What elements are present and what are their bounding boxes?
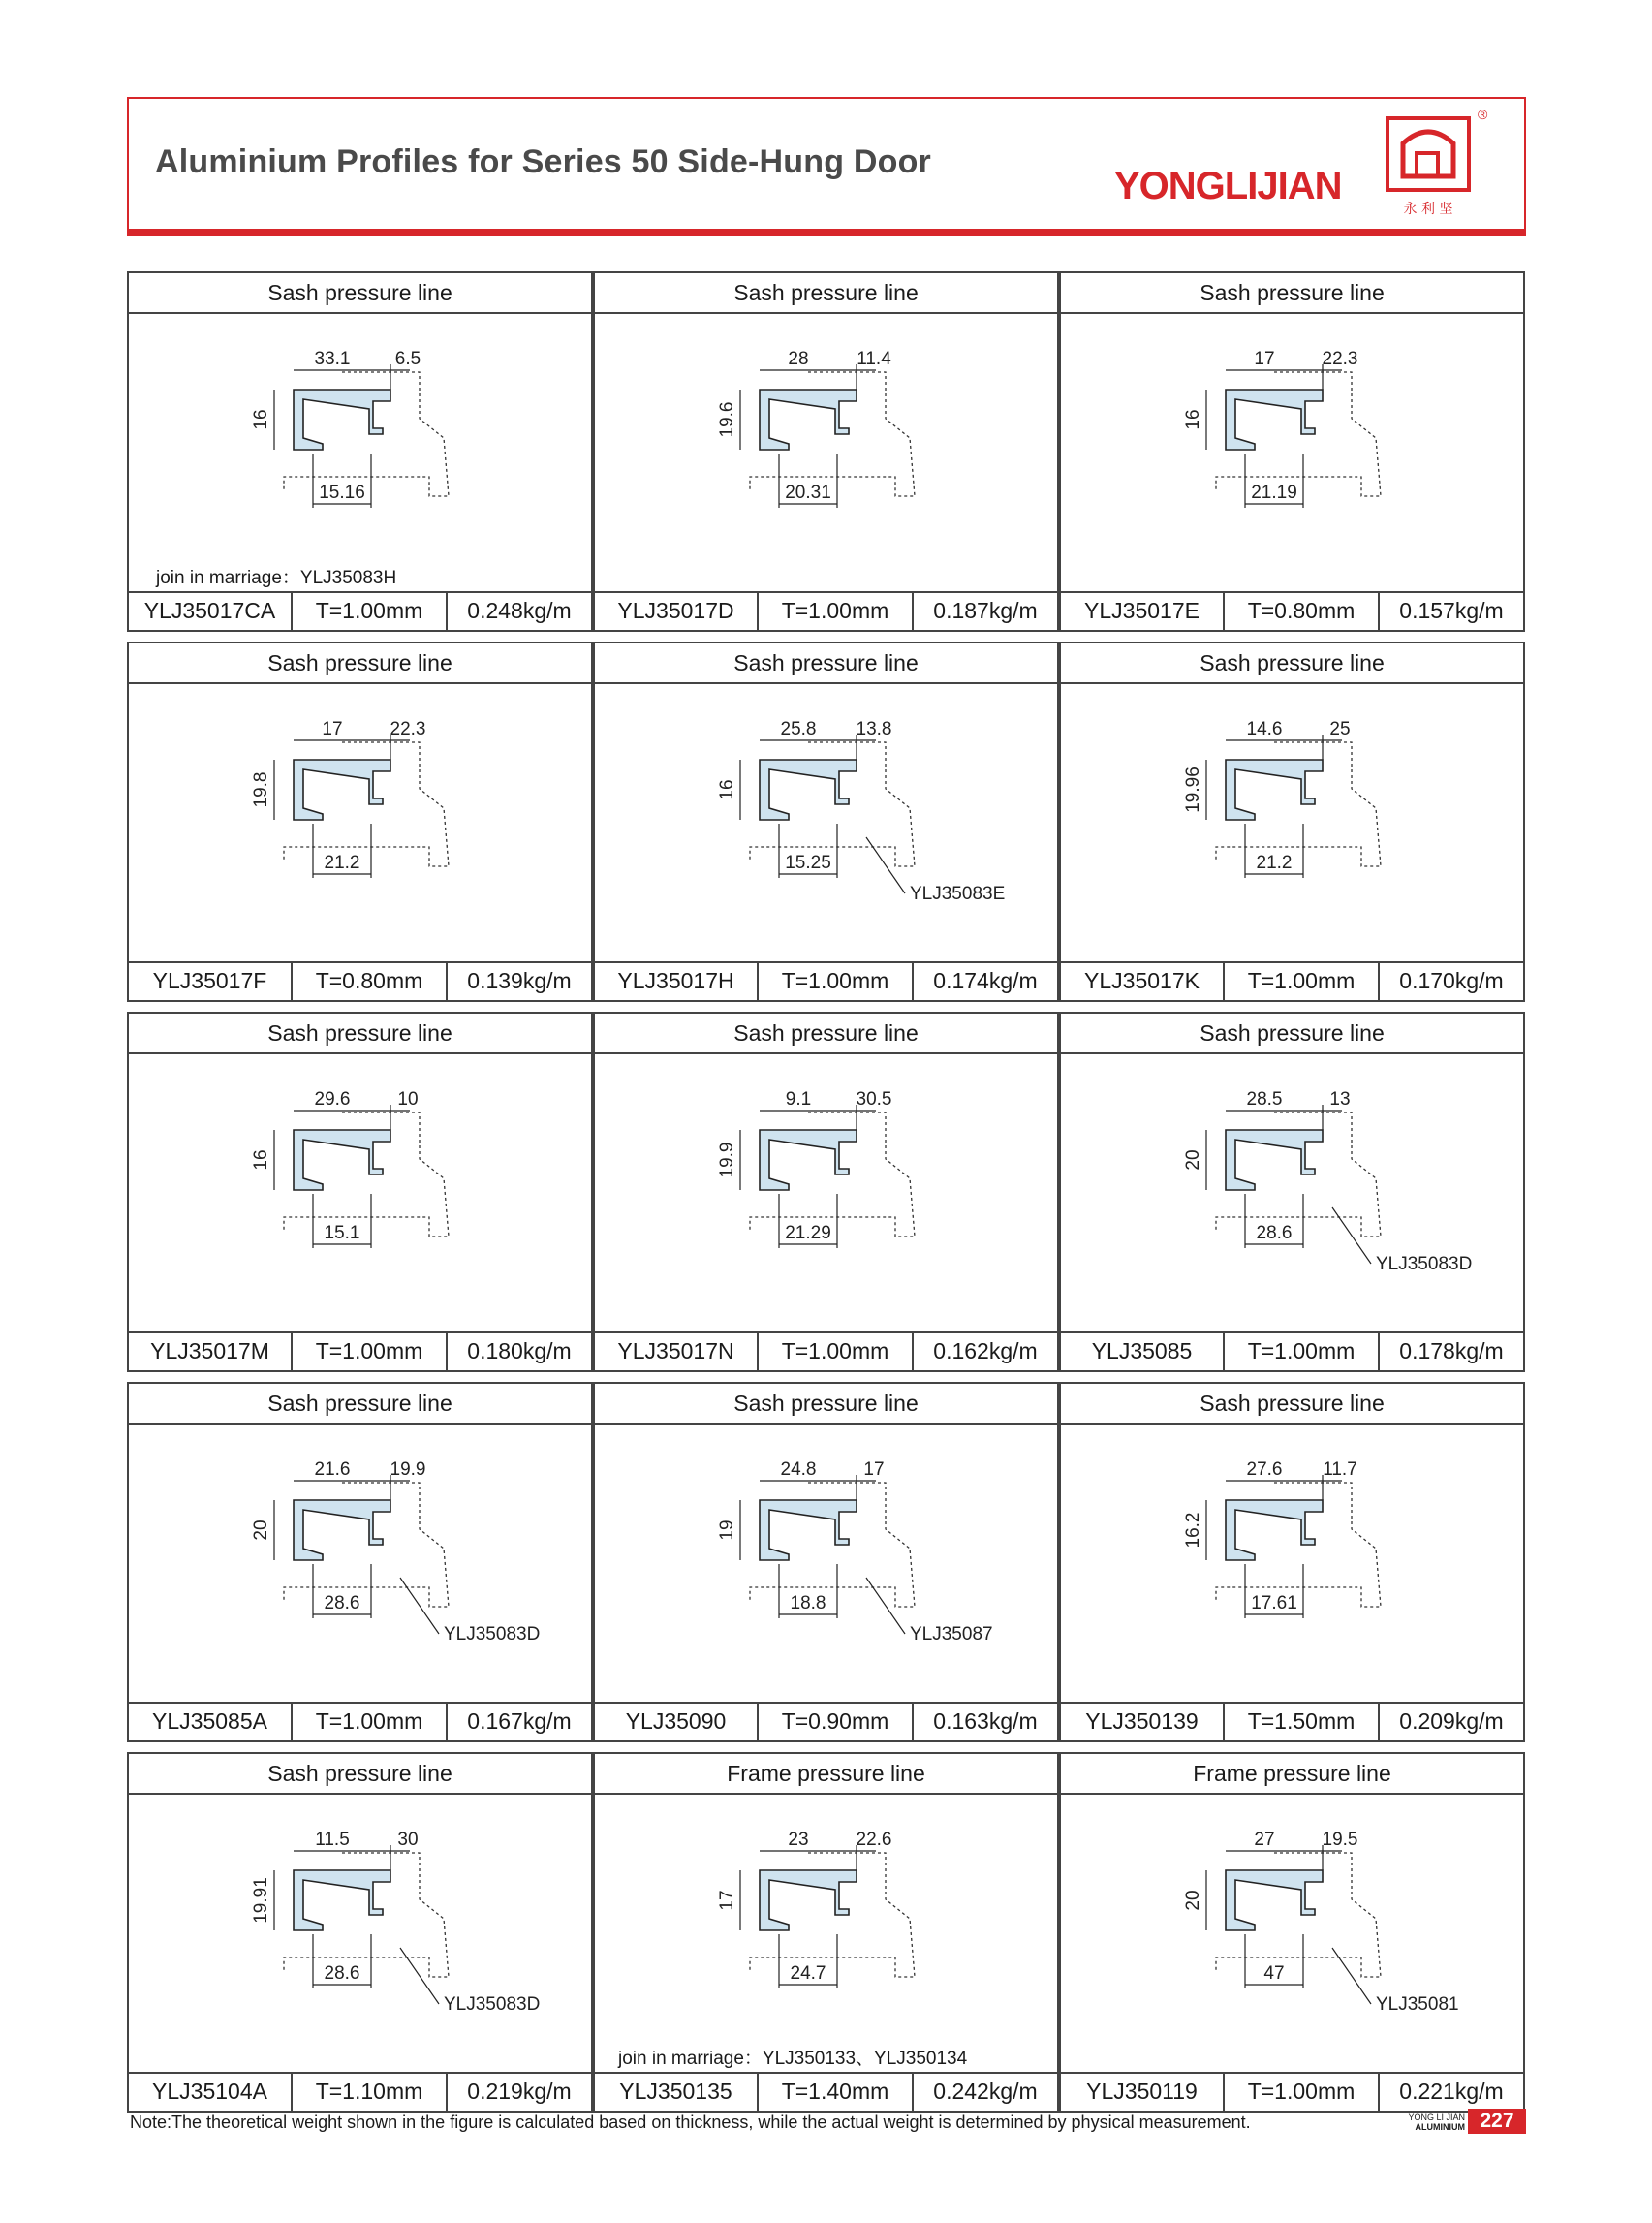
profile-code: YLJ35017H bbox=[595, 963, 759, 1000]
profile-drawing bbox=[595, 1793, 1057, 2076]
profile-drawing bbox=[1061, 1793, 1523, 2076]
dim-label-bottom: 21.2 bbox=[324, 853, 360, 873]
profile-code: YLJ350139 bbox=[1061, 1704, 1225, 1740]
dim-label-top-b: 11.4 bbox=[857, 349, 891, 369]
spec-footer bbox=[595, 591, 1057, 630]
dim-label-top-b: 19.9 bbox=[390, 1459, 426, 1480]
profile-section bbox=[1226, 1500, 1323, 1560]
profile-drawing bbox=[129, 1423, 591, 1706]
profile-drawing bbox=[1061, 312, 1523, 595]
footer-label-top: YONG LI JIAN bbox=[1408, 2113, 1465, 2122]
profile-code: YLJ35017K bbox=[1061, 963, 1225, 1000]
profile-weight: 0.174kg/m bbox=[933, 968, 1038, 993]
profile-drawing bbox=[129, 312, 591, 595]
profile-cell bbox=[1059, 271, 1525, 632]
profile-section bbox=[760, 760, 857, 820]
ref-code-label: YLJ35083D bbox=[444, 1994, 541, 2015]
dim-label-side: 16 bbox=[251, 1149, 271, 1171]
dim-label-side: 19.96 bbox=[1183, 767, 1203, 813]
profile-code: YLJ35085A bbox=[129, 1704, 293, 1740]
dim-label-top-a: 23 bbox=[788, 1830, 809, 1850]
profile-drawing bbox=[129, 1052, 591, 1335]
cell-heading: Sash pressure line bbox=[595, 643, 1057, 684]
profile-weight: 0.209kg/m bbox=[1399, 1708, 1504, 1734]
dim-label-top-b: 10 bbox=[397, 1089, 419, 1110]
dim-label-top-b: 13.8 bbox=[856, 719, 892, 739]
dim-label-bottom: 47 bbox=[1263, 1963, 1285, 1984]
join-note: join in marriage：YLJ35083H bbox=[156, 568, 397, 588]
ref-leader bbox=[400, 1578, 439, 1634]
dim-label-side: 20 bbox=[1183, 1149, 1203, 1171]
profile-drawing bbox=[129, 1793, 591, 2076]
dim-label-top-a: 11.5 bbox=[315, 1830, 350, 1850]
dim-label-bottom: 17.61 bbox=[1251, 1593, 1297, 1613]
profile-cell bbox=[127, 1012, 593, 1372]
profile-weight: 0.187kg/m bbox=[933, 598, 1038, 623]
dim-label-top-a: 17 bbox=[1254, 349, 1275, 369]
profile-code: YLJ35017D bbox=[595, 593, 759, 630]
ref-leader bbox=[866, 1578, 905, 1634]
profile-cell bbox=[127, 642, 593, 1002]
profile-drawing bbox=[595, 1052, 1057, 1335]
profile-cell bbox=[127, 1382, 593, 1742]
profile-cell bbox=[1059, 1382, 1525, 1742]
profile-cell bbox=[593, 642, 1059, 1002]
dim-label-top-b: 13 bbox=[1329, 1089, 1351, 1110]
spec-footer bbox=[1061, 961, 1523, 1000]
dim-label-top-b: 19.5 bbox=[1322, 1830, 1358, 1850]
profile-cell bbox=[593, 1752, 1059, 2113]
dim-label-top-b: 17 bbox=[863, 1459, 885, 1480]
profile-weight: 0.180kg/m bbox=[467, 1338, 572, 1363]
dim-label-top-b: 22.3 bbox=[390, 719, 426, 739]
page-number: 227 bbox=[1468, 2109, 1526, 2134]
dim-label-bottom: 18.8 bbox=[790, 1593, 826, 1613]
ref-leader bbox=[400, 1948, 439, 2004]
dim-label-top-b: 30.5 bbox=[856, 1089, 892, 1110]
profile-weight: 0.170kg/m bbox=[1399, 968, 1504, 993]
profile-weight: 0.157kg/m bbox=[1399, 598, 1504, 623]
dim-label-bottom: 15.25 bbox=[785, 853, 831, 873]
profile-row bbox=[127, 1012, 1526, 1372]
profile-thickness: T=1.00mm bbox=[1225, 2074, 1380, 2111]
profile-thickness: T=1.40mm bbox=[759, 2074, 914, 2111]
dim-label-top-a: 28.5 bbox=[1246, 1089, 1283, 1110]
spec-footer bbox=[1061, 1331, 1523, 1370]
dim-label-side: 19 bbox=[717, 1519, 737, 1541]
dim-label-top-b: 30 bbox=[397, 1830, 419, 1850]
spec-footer bbox=[129, 1702, 591, 1740]
profile-section bbox=[294, 1130, 390, 1190]
profile-code: YLJ35085 bbox=[1061, 1333, 1225, 1370]
ref-code-label: YLJ35083D bbox=[1376, 1254, 1473, 1274]
profile-row bbox=[127, 271, 1526, 632]
dim-label-bottom: 24.7 bbox=[790, 1963, 826, 1984]
profile-cell bbox=[127, 1752, 593, 2113]
profile-thickness: T=0.90mm bbox=[759, 1704, 914, 1740]
profile-section bbox=[1226, 1130, 1323, 1190]
dim-label-side: 16 bbox=[251, 409, 271, 430]
profile-thickness: T=1.00mm bbox=[759, 963, 914, 1000]
spec-footer bbox=[129, 591, 591, 630]
header-accent-bar bbox=[127, 229, 1526, 236]
dim-label-bottom: 15.1 bbox=[324, 1223, 360, 1243]
profile-section bbox=[294, 390, 390, 450]
profile-section bbox=[1226, 1870, 1323, 1930]
spec-footer bbox=[129, 1331, 591, 1370]
profile-code: YLJ350119 bbox=[1061, 2074, 1225, 2111]
profile-thickness: T=1.00mm bbox=[1225, 1333, 1380, 1370]
dim-label-bottom: 21.19 bbox=[1251, 483, 1297, 503]
join-note: join in marriage：YLJ350133、YLJ350134 bbox=[618, 2049, 968, 2069]
profile-thickness: T=1.00mm bbox=[759, 593, 914, 630]
profile-weight: 0.221kg/m bbox=[1399, 2079, 1504, 2104]
dim-label-side: 16 bbox=[717, 779, 737, 800]
profile-thickness: T=1.00mm bbox=[293, 1333, 448, 1370]
profile-drawing bbox=[595, 1423, 1057, 1706]
dim-label-side: 16.2 bbox=[1183, 1512, 1203, 1549]
svg-text:永 利 坚: 永 利 坚 bbox=[1403, 202, 1453, 217]
profile-cell bbox=[593, 271, 1059, 632]
dim-label-bottom: 21.29 bbox=[785, 1223, 831, 1243]
dim-label-bottom: 28.6 bbox=[324, 1593, 360, 1613]
profile-cell bbox=[1059, 1752, 1525, 2113]
cell-heading: Sash pressure line bbox=[1061, 273, 1523, 314]
profile-thickness: T=1.10mm bbox=[293, 2074, 448, 2111]
spec-footer bbox=[1061, 2072, 1523, 2111]
dim-label-bottom: 28.6 bbox=[324, 1963, 360, 1984]
profile-weight: 0.163kg/m bbox=[933, 1708, 1038, 1734]
cell-heading: Sash pressure line bbox=[129, 1754, 591, 1795]
profile-section bbox=[294, 760, 390, 820]
profile-thickness: T=1.00mm bbox=[293, 593, 448, 630]
ref-code-label: YLJ35083E bbox=[910, 884, 1006, 904]
profile-cell bbox=[1059, 1012, 1525, 1372]
cell-heading: Frame pressure line bbox=[1061, 1754, 1523, 1795]
profile-drawing bbox=[595, 682, 1057, 965]
profile-drawing bbox=[129, 682, 591, 965]
profile-weight: 0.248kg/m bbox=[467, 598, 572, 623]
profile-row bbox=[127, 642, 1526, 1002]
profile-cell bbox=[1059, 642, 1525, 1002]
cell-heading: Frame pressure line bbox=[595, 1754, 1057, 1795]
dim-label-top-a: 17 bbox=[322, 719, 343, 739]
footer-brand-label bbox=[1393, 2113, 1465, 2132]
profile-code: YLJ35017F bbox=[129, 963, 293, 1000]
ref-leader bbox=[1332, 1948, 1371, 2004]
registered-mark: ® bbox=[1478, 107, 1488, 122]
dim-label-top-b: 25 bbox=[1329, 719, 1351, 739]
dim-label-top-a: 29.6 bbox=[314, 1089, 351, 1110]
profile-weight: 0.178kg/m bbox=[1399, 1338, 1504, 1363]
ref-code-label: YLJ35087 bbox=[910, 1624, 993, 1644]
profile-section bbox=[1226, 760, 1323, 820]
profile-weight: 0.167kg/m bbox=[467, 1708, 572, 1734]
spec-footer bbox=[595, 2072, 1057, 2111]
profile-row bbox=[127, 1752, 1526, 2113]
dim-label-side: 17 bbox=[717, 1890, 737, 1911]
profile-code: YLJ35017M bbox=[129, 1333, 293, 1370]
dim-label-side: 16 bbox=[1183, 409, 1203, 430]
profile-weight: 0.162kg/m bbox=[933, 1338, 1038, 1363]
spec-footer bbox=[129, 2072, 591, 2111]
dim-label-bottom: 21.2 bbox=[1256, 853, 1293, 873]
spec-footer bbox=[1061, 1702, 1523, 1740]
profile-thickness: T=1.50mm bbox=[1225, 1704, 1380, 1740]
dim-label-top-b: 11.7 bbox=[1323, 1459, 1357, 1480]
dim-label-top-a: 24.8 bbox=[780, 1459, 817, 1480]
ref-code-label: YLJ35083D bbox=[444, 1624, 541, 1644]
cell-heading: Sash pressure line bbox=[595, 273, 1057, 314]
cell-heading: Sash pressure line bbox=[129, 1384, 591, 1425]
profile-cell bbox=[127, 271, 593, 632]
profile-code: YLJ35017CA bbox=[129, 593, 293, 630]
profile-code: YLJ35017E bbox=[1061, 593, 1225, 630]
spec-footer bbox=[1061, 591, 1523, 630]
profile-section bbox=[760, 390, 857, 450]
profile-thickness: T=1.00mm bbox=[759, 1333, 914, 1370]
profile-code: YLJ35090 bbox=[595, 1704, 759, 1740]
cell-heading: Sash pressure line bbox=[1061, 1014, 1523, 1054]
profile-cell bbox=[593, 1382, 1059, 1742]
profile-code: YLJ35017N bbox=[595, 1333, 759, 1370]
dim-label-top-a: 25.8 bbox=[780, 719, 817, 739]
dim-label-side: 19.6 bbox=[717, 401, 737, 438]
cell-heading: Sash pressure line bbox=[1061, 643, 1523, 684]
profile-cell bbox=[593, 1012, 1059, 1372]
cell-heading: Sash pressure line bbox=[595, 1384, 1057, 1425]
cell-heading: Sash pressure line bbox=[595, 1014, 1057, 1054]
profile-section bbox=[294, 1870, 390, 1930]
page-title: Aluminium Profiles for Series 50 Side-Hung Door bbox=[155, 143, 931, 180]
dim-label-top-b: 22.6 bbox=[856, 1830, 892, 1850]
cell-heading: Sash pressure line bbox=[1061, 1384, 1523, 1425]
profile-section bbox=[760, 1500, 857, 1560]
dim-label-top-a: 33.1 bbox=[314, 349, 351, 369]
dim-label-side: 19.8 bbox=[251, 771, 271, 808]
spec-footer bbox=[595, 1702, 1057, 1740]
cell-heading: Sash pressure line bbox=[129, 643, 591, 684]
profile-row bbox=[127, 1382, 1526, 1742]
dim-label-bottom: 15.16 bbox=[319, 483, 365, 503]
dim-label-side: 19.91 bbox=[251, 1877, 271, 1924]
profile-drawing bbox=[1061, 682, 1523, 965]
dim-label-top-a: 14.6 bbox=[1246, 719, 1283, 739]
dim-label-top-a: 27 bbox=[1254, 1830, 1275, 1850]
ref-leader bbox=[866, 837, 905, 893]
profile-section bbox=[1226, 390, 1323, 450]
profile-thickness: T=0.80mm bbox=[293, 963, 448, 1000]
ref-leader bbox=[1332, 1207, 1371, 1264]
profile-code: YLJ35104A bbox=[129, 2074, 293, 2111]
dim-label-side: 20 bbox=[1183, 1890, 1203, 1911]
brand-logo-icon bbox=[1384, 114, 1473, 219]
dim-label-top-b: 6.5 bbox=[394, 349, 421, 369]
profile-section bbox=[760, 1130, 857, 1190]
profile-drawing bbox=[1061, 1052, 1523, 1335]
spec-footer bbox=[595, 961, 1057, 1000]
footer-note: Note:The theoretical weight shown in the figure is calculated based on thickness, while the actual weight is determined by physical measurement. bbox=[130, 2113, 1251, 2132]
profile-thickness: T=1.00mm bbox=[293, 1704, 448, 1740]
cell-heading: Sash pressure line bbox=[129, 273, 591, 314]
profile-weight: 0.139kg/m bbox=[467, 968, 572, 993]
ref-code-label: YLJ35081 bbox=[1376, 1994, 1459, 2015]
dim-label-top-a: 28 bbox=[788, 349, 809, 369]
profile-thickness: T=0.80mm bbox=[1225, 593, 1380, 630]
footer-label-bottom: ALUMINIUM bbox=[1415, 2122, 1465, 2132]
dim-label-bottom: 28.6 bbox=[1256, 1223, 1293, 1243]
dim-label-top-a: 9.1 bbox=[785, 1089, 812, 1110]
profile-weight: 0.219kg/m bbox=[467, 2079, 572, 2104]
profile-section bbox=[760, 1870, 857, 1930]
dim-label-bottom: 20.31 bbox=[785, 483, 831, 503]
dim-label-top-a: 21.6 bbox=[314, 1459, 351, 1480]
dim-label-side: 19.9 bbox=[717, 1142, 737, 1178]
profile-drawing bbox=[1061, 1423, 1523, 1706]
dim-label-top-a: 27.6 bbox=[1246, 1459, 1283, 1480]
cell-heading: Sash pressure line bbox=[129, 1014, 591, 1054]
profile-drawing bbox=[595, 312, 1057, 595]
dim-label-top-b: 22.3 bbox=[1322, 349, 1358, 369]
spec-footer bbox=[129, 961, 591, 1000]
brand-name: YONGLIJIAN bbox=[1114, 165, 1342, 207]
dim-label-side: 20 bbox=[251, 1519, 271, 1541]
profile-weight: 0.242kg/m bbox=[933, 2079, 1038, 2104]
profile-section bbox=[294, 1500, 390, 1560]
profile-code: YLJ350135 bbox=[595, 2074, 759, 2111]
profile-thickness: T=1.00mm bbox=[1225, 963, 1380, 1000]
spec-footer bbox=[595, 1331, 1057, 1370]
